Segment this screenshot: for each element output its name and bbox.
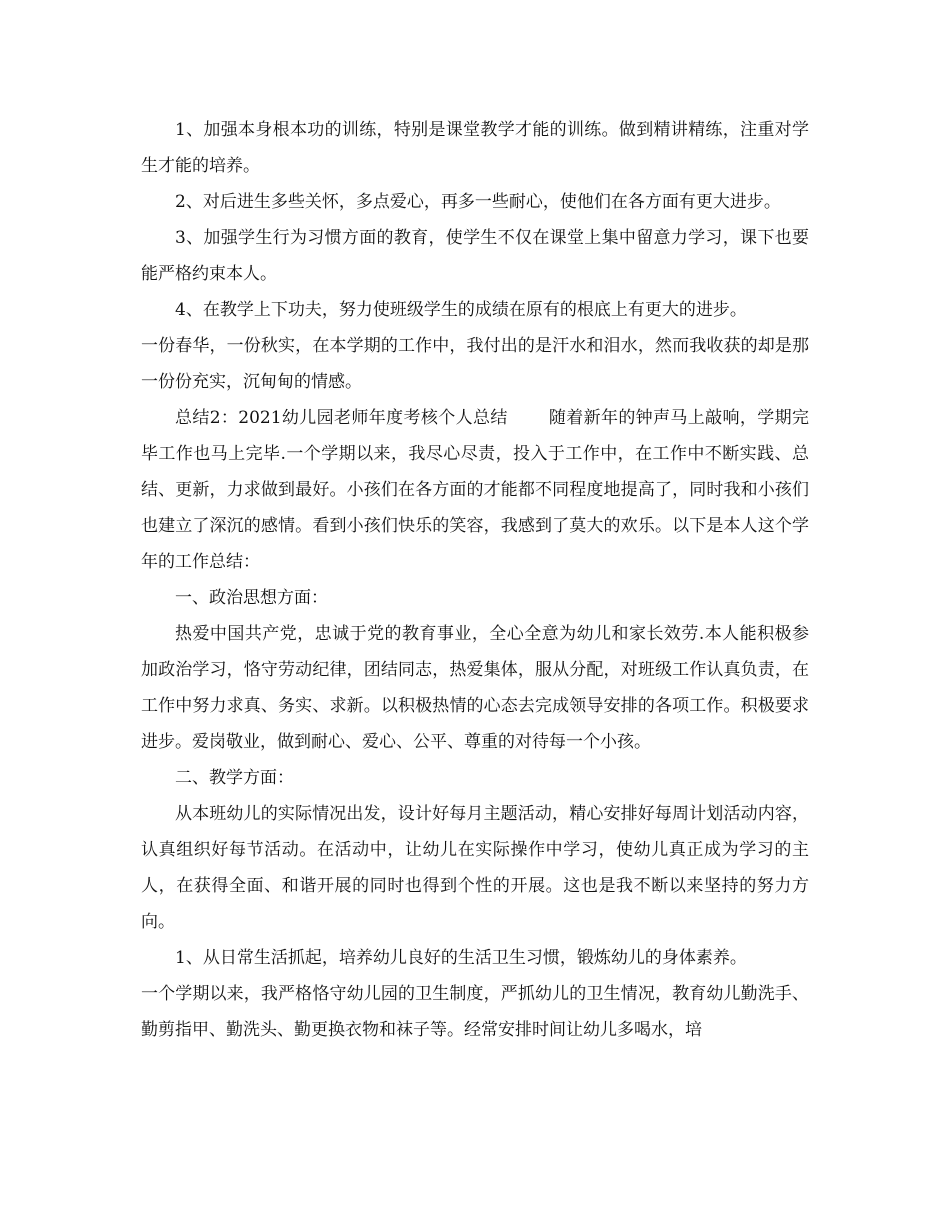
paragraph-item-3: 3、加强学生行为习惯方面的教育，使学生不仅在课堂上集中留意力学习，课下也要能严格约束本人。 — [141, 228, 809, 284]
paragraph-item-2: 2、对后进生多些关怀，多点爱心，再多一些耐心，使他们在各方面有更大进步。 — [175, 192, 781, 212]
section2-item1: 1、从日常生活抓起，培养幼儿良好的生活卫生习惯，锻炼幼儿的身体素养。 — [175, 948, 747, 968]
summary-intro: 随着新年的钟声马上敲响，学期完毕工作也马上完毕.一个学期以来，我尽心尽责，投入于工作中，在工作中不断实践、总结、更新，力求做到最好。小孩们在各方面的才能都不同程度地提高了，同时我和小孩们也建立了深沉的感情。看到小孩们快乐的笑容，我感到了莫大的欢乐。以下是本人这个学年的工作总结： — [141, 408, 809, 572]
document-body — [141, 112, 809, 1048]
section1-heading: 一、政治思想方面： — [175, 588, 328, 608]
summary-heading: 总结2：2021幼儿园老师年度考核个人总结 — [175, 408, 508, 428]
paragraph-item-4: 4、在教学上下功夫，努力使班级学生的成绩在原有的根底上有更大的进步。 — [175, 300, 747, 320]
section2-body: 从本班幼儿的实际情况出发，设计好每月主题活动，精心安排好每周计划活动内容，认真组织好每节活动。在活动中，让幼儿在实际操作中学习，使幼儿真正成为学习的主人，在获得全面、和谐开展的同时也得到个性的开展。这也是我不断以来坚持的努力方向。 — [141, 804, 809, 932]
section2-item1-body: 一个学期以来，我严格恪守幼儿园的卫生制度，严抓幼儿的卫生情况，教育幼儿勤洗手、勤剪指甲、勤洗头、勤更换衣物和袜子等。经常安排时间让幼儿多喝水，培 — [141, 984, 809, 1040]
section2-heading: 二、教学方面： — [175, 768, 294, 788]
section1-body: 热爱中国共产党，忠诚于党的教育事业，全心全意为幼儿和家长效劳.本人能积极参加政治学习，恪守劳动纪律，团结同志，热爱集体，服从分配，对班级工作认真负责，在工作中努力求真、务实、求新。以积极热情的心态去完成领导安排的各项工作。积极要求进步。爱岗敬业，做到耐心、爱心、公平、尊重的对待每一个小孩。 — [141, 624, 809, 752]
paragraph-item-1: 1、加强本身根本功的训练，特别是课堂教学才能的训练。做到精讲精练，注重对学生才能的培养。 — [141, 120, 809, 176]
summary-paragraph — [141, 400, 809, 580]
paragraph-harvest: 一份春华，一份秋实，在本学期的工作中，我付出的是汗水和泪水，然而我收获的却是那一份份充实，沉甸甸的情感。 — [141, 336, 809, 392]
